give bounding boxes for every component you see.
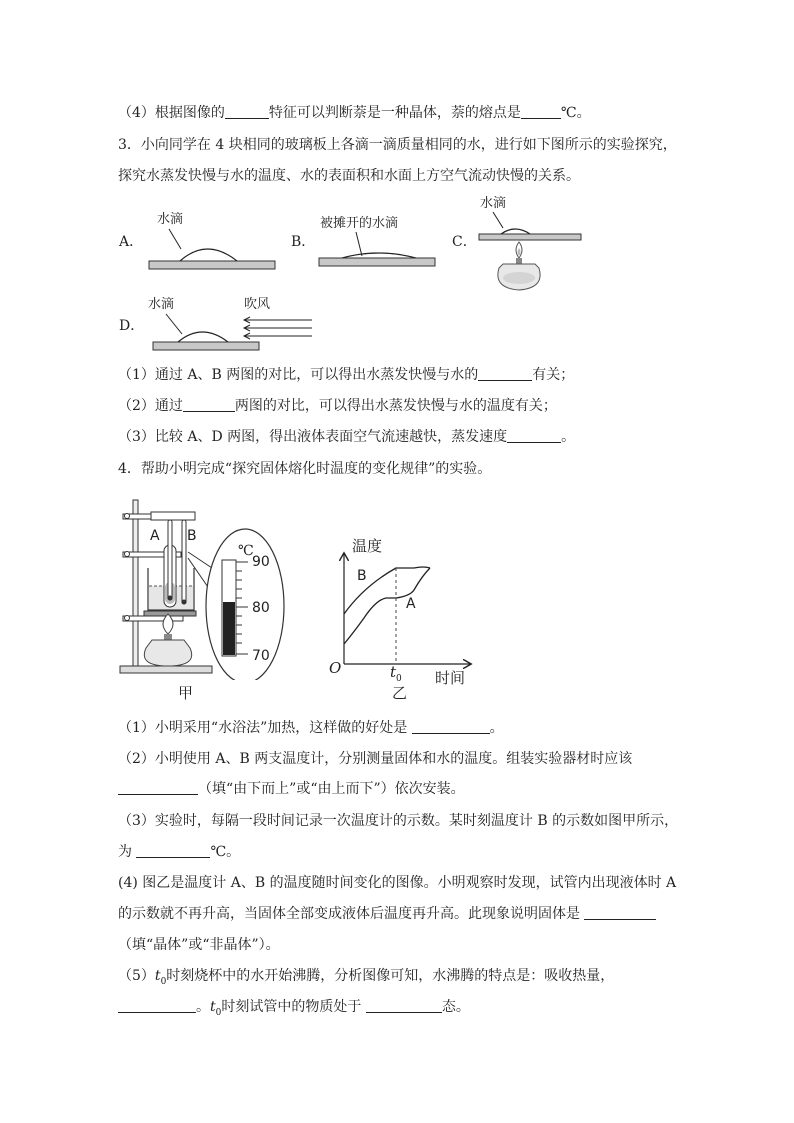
q4-sub4-line1: (4) 图乙是温度计 A、B 的温度随时间变化的图像。小明观察时发现，试管内出现液体时 A (118, 875, 677, 891)
fig-b-leader (356, 232, 362, 256)
fig-c-glass (479, 234, 581, 240)
q3-intro-2: 探究水蒸发快慢与水的温度、水的表面积和水面上方空气流动快慢的关系。 (118, 168, 580, 184)
q4-sub1-prefix: （1）小明采用“水浴法”加热，这样做的好处是 (118, 720, 412, 736)
gauze (144, 611, 196, 616)
fig-d-option: D． (119, 318, 145, 334)
thermometer-b (182, 520, 186, 604)
fig-c-drawing (475, 208, 585, 294)
fig-c-drop (501, 229, 530, 234)
fig-a-drop (180, 249, 237, 261)
q4-sub5-line2 (118, 998, 470, 1022)
q3-intro-1: 3．小向同学在 4 块相同的玻璃板上各滴一滴质量相同的水，进行如下图所示的实验探究， (118, 137, 677, 153)
fig-d-drop (178, 332, 228, 342)
fig-d-drawing (150, 310, 320, 354)
q4-sub4-line3: （填“晶体”或“非晶体”）。 (118, 937, 280, 953)
q4-sub4-line2 (118, 905, 656, 923)
q4-sub1 (118, 719, 504, 737)
fig-d-wind-label: 吹风 (244, 297, 271, 312)
q4-sub5-line2-suffix: 态。 (441, 999, 470, 1015)
fig-jia-drawing (118, 490, 298, 680)
q3-sub2-suffix: 两图的对比，可以得出水蒸发快慢与水的温度有关； (234, 398, 557, 414)
fig-b-glass (319, 258, 435, 266)
yi-curve-b: B (357, 568, 367, 584)
q4-sub5-sub: 0 (160, 976, 167, 987)
fig-a-option: A． (119, 234, 144, 250)
yi-origin: O (329, 659, 342, 677)
q3-sub2 (118, 397, 557, 415)
fig-d-wind-arrows (244, 317, 312, 339)
q4-sub3-line2 (118, 843, 240, 861)
fig-d-leader (166, 314, 182, 334)
q4-sub3-line1: （3）实验时，每隔一段时间记录一次温度计的示数。某时刻温度计 B 的示数如图甲所示， (118, 813, 679, 829)
fig-b-label: 被摊开的水滴 (320, 216, 399, 231)
jia-label-a: A (150, 528, 160, 544)
q2-4-suffix: ℃。 (560, 105, 591, 121)
fig-c-leader (493, 212, 503, 228)
q4-sub1-suffix: 。 (489, 720, 504, 736)
q4-sub5-blank-1[interactable] (118, 998, 196, 1013)
jia-tick-90: 90 (252, 554, 270, 570)
yi-curve-a: A (406, 596, 416, 612)
q2-4-prefix: （4）根据图像的 (118, 105, 225, 121)
q4-sub5-blank-2[interactable] (366, 998, 442, 1013)
fig-d-glass (153, 342, 259, 350)
fig-a-label: 水滴 (157, 212, 184, 227)
fig-yi-graph (330, 548, 480, 678)
q3-sub1-suffix: 有关； (532, 367, 575, 383)
q4-intro: 4．帮助小明完成“探究固体熔化时温度的变化规律”的实验。 (118, 461, 492, 477)
thermometer-a (168, 520, 172, 600)
q3-sub1-blank[interactable] (478, 366, 532, 381)
q4-sub5-line1-suffix: 时刻烧杯中的水开始沸腾，分析图像可知，水沸腾的特点是：吸收热量， (166, 968, 615, 984)
yi-xlabel: 时间 (435, 669, 466, 687)
stand-rod (133, 500, 138, 666)
q4-sub5-line1 (118, 967, 614, 991)
jia-tick-70: 70 (252, 648, 270, 664)
q4-sub3-blank[interactable] (136, 843, 210, 858)
q4-sub1-blank[interactable] (412, 719, 490, 734)
q3-sub1-prefix: （1）通过 A、B 两图的对比，可以得出水蒸发快慢与水的 (118, 367, 479, 383)
scale-liquid (223, 602, 235, 655)
q2-4-line (118, 104, 591, 122)
q4-sub5-prefix: （5） (118, 968, 155, 984)
stand-base (120, 666, 212, 673)
fig-c-label: 水滴 (480, 196, 507, 211)
jia-label-b: B (187, 528, 197, 544)
q4-sub3-suffix: ℃。 (210, 844, 241, 860)
q4-sub3-prefix: 为 (118, 844, 137, 860)
q3-sub1 (118, 366, 574, 384)
q3-sub2-prefix: （2）通过 (118, 398, 183, 414)
q4-sub5-line2-t: t (210, 999, 216, 1015)
fig-c-option: C． (452, 234, 477, 250)
q3-sub2-blank[interactable] (183, 397, 235, 412)
q3-sub3-blank[interactable] (507, 428, 561, 443)
q4-sub5-dot: 。 (196, 999, 210, 1015)
q4-sub4-blank[interactable] (584, 905, 656, 920)
alcohol-lamp (144, 640, 191, 666)
q3-sub3-suffix: 。 (561, 429, 576, 445)
fig-d-label: 水滴 (148, 297, 175, 312)
q3-sub3-prefix: （3）比较 A、D 两图，得出液体表面空气流速越快，蒸发速度 (118, 429, 508, 445)
q4-sub5-line2-sub: 0 (215, 1007, 222, 1018)
q4-sub5-t: t (154, 968, 161, 984)
yi-ylabel: 温度 (352, 537, 383, 555)
q2-4-mid: 特征可以判断萘是一种晶体，萘的熔点是 (268, 105, 521, 121)
yi-caption: 乙 (392, 684, 408, 702)
jia-unit: ℃ (238, 543, 254, 559)
q4-sub2-line2-suffix: （填“由下而上”或“由上而下”）依次安装。 (198, 781, 465, 797)
fig-a-drawing (145, 225, 280, 273)
fig-a-leader (169, 229, 181, 249)
q4-sub5-line2-mid: 时刻试管中的物质处于 (221, 999, 366, 1015)
jia-caption: 甲 (178, 684, 194, 702)
q2-4-blank-2[interactable] (521, 104, 561, 119)
yi-t0-sub: 0 (396, 674, 402, 684)
yi-t0-t: t (390, 663, 397, 681)
jia-tick-80: 80 (252, 600, 270, 616)
fig-c-wick (516, 258, 522, 264)
q3-sub3 (118, 428, 575, 446)
q4-sub2-line2 (118, 780, 465, 798)
fig-b-drop (342, 253, 416, 258)
fig-a-glass (149, 261, 275, 269)
q4-sub2-line1: （2）小明使用 A、B 两支温度计，分别测量固体和水的温度。组装实验器材时应该 (118, 751, 633, 767)
fig-b-drawing (316, 230, 438, 270)
q2-4-blank-1[interactable] (225, 104, 269, 119)
q4-sub4-line2-text: 的示数就不再升高，当固体全部变成液体后温度再升高。此现象说明固体是 (118, 906, 585, 922)
fig-b-option: B． (291, 234, 316, 250)
q4-sub2-blank[interactable] (118, 780, 198, 795)
